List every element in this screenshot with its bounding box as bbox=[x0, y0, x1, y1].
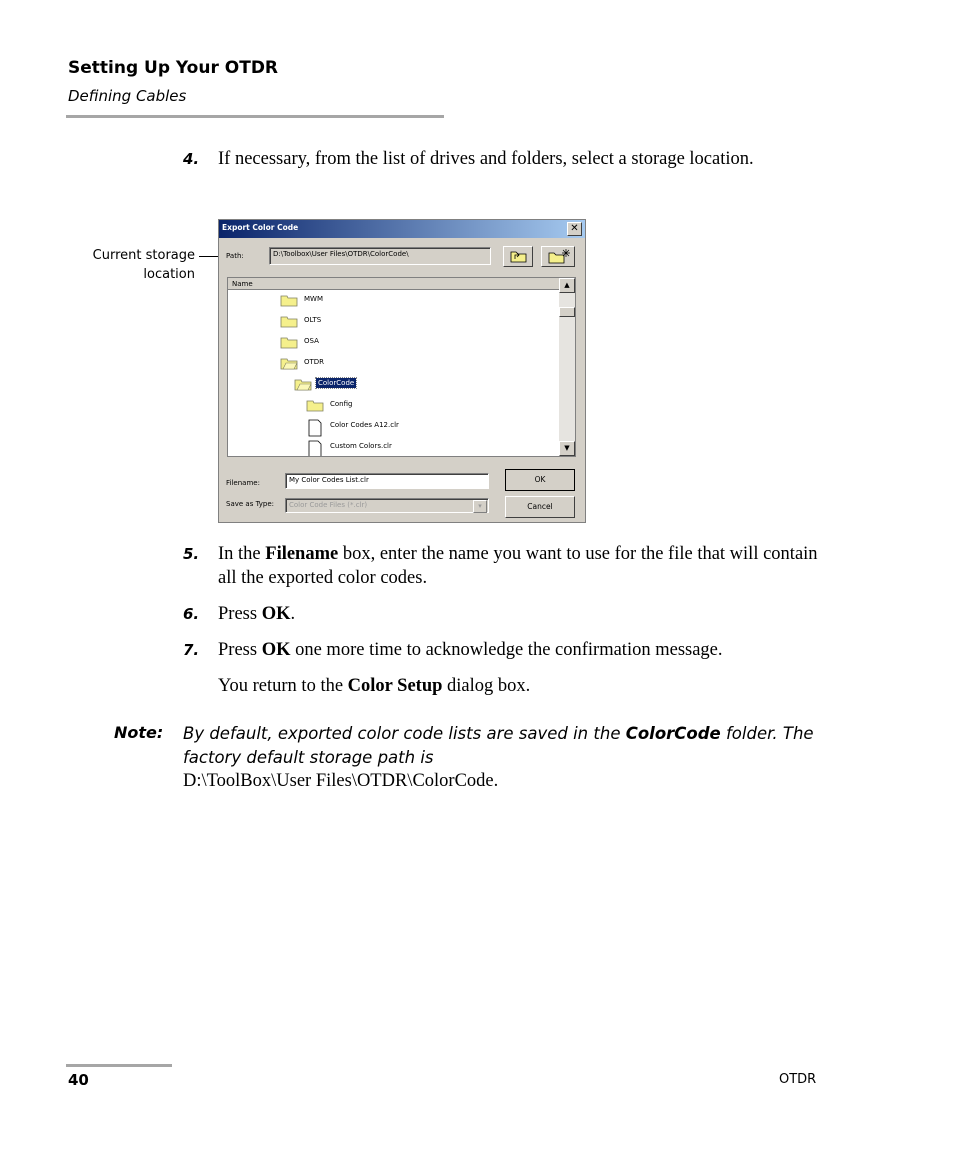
item-label: OTDR bbox=[304, 358, 325, 366]
step-text-post: one more time to acknowledge the confirmation message. bbox=[290, 640, 723, 660]
item-label: OSA bbox=[304, 337, 319, 345]
filename-input[interactable]: My Color Codes List.clr bbox=[285, 473, 489, 489]
item-label: Custom Colors.clr bbox=[330, 442, 392, 450]
folder-icon bbox=[280, 314, 298, 328]
open-folder-icon bbox=[280, 356, 298, 370]
save-type-label: Save as Type: bbox=[226, 500, 275, 508]
scroll-up-button[interactable]: ▲ bbox=[559, 278, 575, 293]
filename-label: Filename: bbox=[226, 479, 260, 487]
ok-term: OK bbox=[261, 604, 291, 624]
up-folder-button[interactable] bbox=[503, 246, 533, 267]
result-text-post: dialog box. bbox=[442, 676, 531, 696]
new-folder-icon bbox=[542, 247, 574, 266]
product-name: OTDR bbox=[779, 1072, 817, 1087]
step-number: 7. bbox=[183, 641, 200, 659]
note-text bbox=[183, 722, 823, 770]
step-text-post: . bbox=[290, 604, 296, 624]
cancel-button[interactable]: Cancel bbox=[505, 496, 575, 518]
footer-rule bbox=[66, 1064, 172, 1067]
open-folder-icon bbox=[294, 377, 312, 391]
step-text bbox=[218, 602, 818, 626]
save-type-value: Color Code Files (*.clr) bbox=[289, 501, 368, 509]
name-column-header[interactable]: Name bbox=[228, 278, 559, 290]
storage-callout bbox=[0, 246, 195, 284]
page-number: 40 bbox=[68, 1071, 89, 1089]
step-number: 6. bbox=[183, 605, 200, 623]
result-text-pre: You return to the bbox=[218, 676, 348, 696]
callout-leader bbox=[199, 256, 219, 257]
file-icon bbox=[306, 419, 324, 437]
callout-line-1: Current storage bbox=[92, 248, 195, 263]
step-text-pre: Press bbox=[218, 604, 262, 624]
item-label: Color Codes A12.clr bbox=[330, 421, 399, 429]
chevron-down-icon[interactable]: ▾ bbox=[473, 500, 487, 513]
step-text: If necessary, from the list of drives and folders, select a storage location. bbox=[218, 149, 754, 169]
scroll-thumb[interactable] bbox=[559, 307, 575, 317]
up-folder-icon bbox=[504, 247, 532, 266]
section-subtitle: Defining Cables bbox=[68, 87, 187, 105]
close-button[interactable]: ✕ bbox=[567, 222, 582, 236]
path-field: D:\Toolbox\User Files\OTDR\ColorCode\ bbox=[269, 247, 491, 265]
color-setup-term: Color Setup bbox=[347, 676, 443, 696]
section-title: Setting Up Your OTDR bbox=[68, 58, 279, 78]
step-text-pre: Press bbox=[218, 640, 262, 660]
save-type-select[interactable] bbox=[285, 498, 489, 513]
colorcode-term: ColorCode bbox=[625, 724, 721, 743]
folder-icon bbox=[306, 398, 324, 412]
header-rule bbox=[66, 115, 444, 118]
item-label: MWM bbox=[304, 295, 324, 303]
result-text bbox=[218, 674, 818, 698]
folder-icon bbox=[280, 335, 298, 349]
step-number: 4. bbox=[183, 150, 200, 168]
new-folder-button[interactable] bbox=[541, 246, 575, 267]
filename-term: Filename bbox=[265, 544, 339, 564]
export-color-code-dialog bbox=[218, 219, 586, 523]
note-text-pre: By default, exported color code lists are saved in the bbox=[183, 724, 626, 743]
dialog-titlebar[interactable] bbox=[219, 220, 585, 238]
folder-icon bbox=[280, 293, 298, 307]
item-label: Config bbox=[330, 400, 353, 408]
item-label: ColorCode bbox=[318, 379, 355, 387]
item-label: OLTS bbox=[304, 316, 322, 324]
ok-button[interactable]: OK bbox=[505, 469, 575, 491]
note-label: Note: bbox=[114, 723, 164, 742]
scroll-down-button[interactable]: ▼ bbox=[559, 441, 575, 456]
ok-term: OK bbox=[261, 640, 291, 660]
folder-list[interactable] bbox=[227, 277, 576, 457]
list-scrollbar[interactable] bbox=[559, 278, 575, 456]
default-path: D:\ToolBox\User Files\OTDR\ColorCode. bbox=[183, 771, 499, 791]
callout-line-2: location bbox=[143, 267, 195, 282]
note-text-post: folder. The factory default storage path is bbox=[183, 724, 814, 767]
step-text-post: box, enter the name you want to use for the file that will contain all the exported color codes. bbox=[218, 544, 818, 588]
path-label: Path: bbox=[226, 252, 244, 260]
file-icon bbox=[306, 440, 324, 457]
step-text bbox=[218, 638, 818, 662]
step-number: 5. bbox=[183, 545, 200, 563]
dialog-title: Export Color Code bbox=[222, 223, 299, 232]
step-text-pre: In the bbox=[218, 544, 266, 564]
step-text bbox=[218, 542, 818, 590]
